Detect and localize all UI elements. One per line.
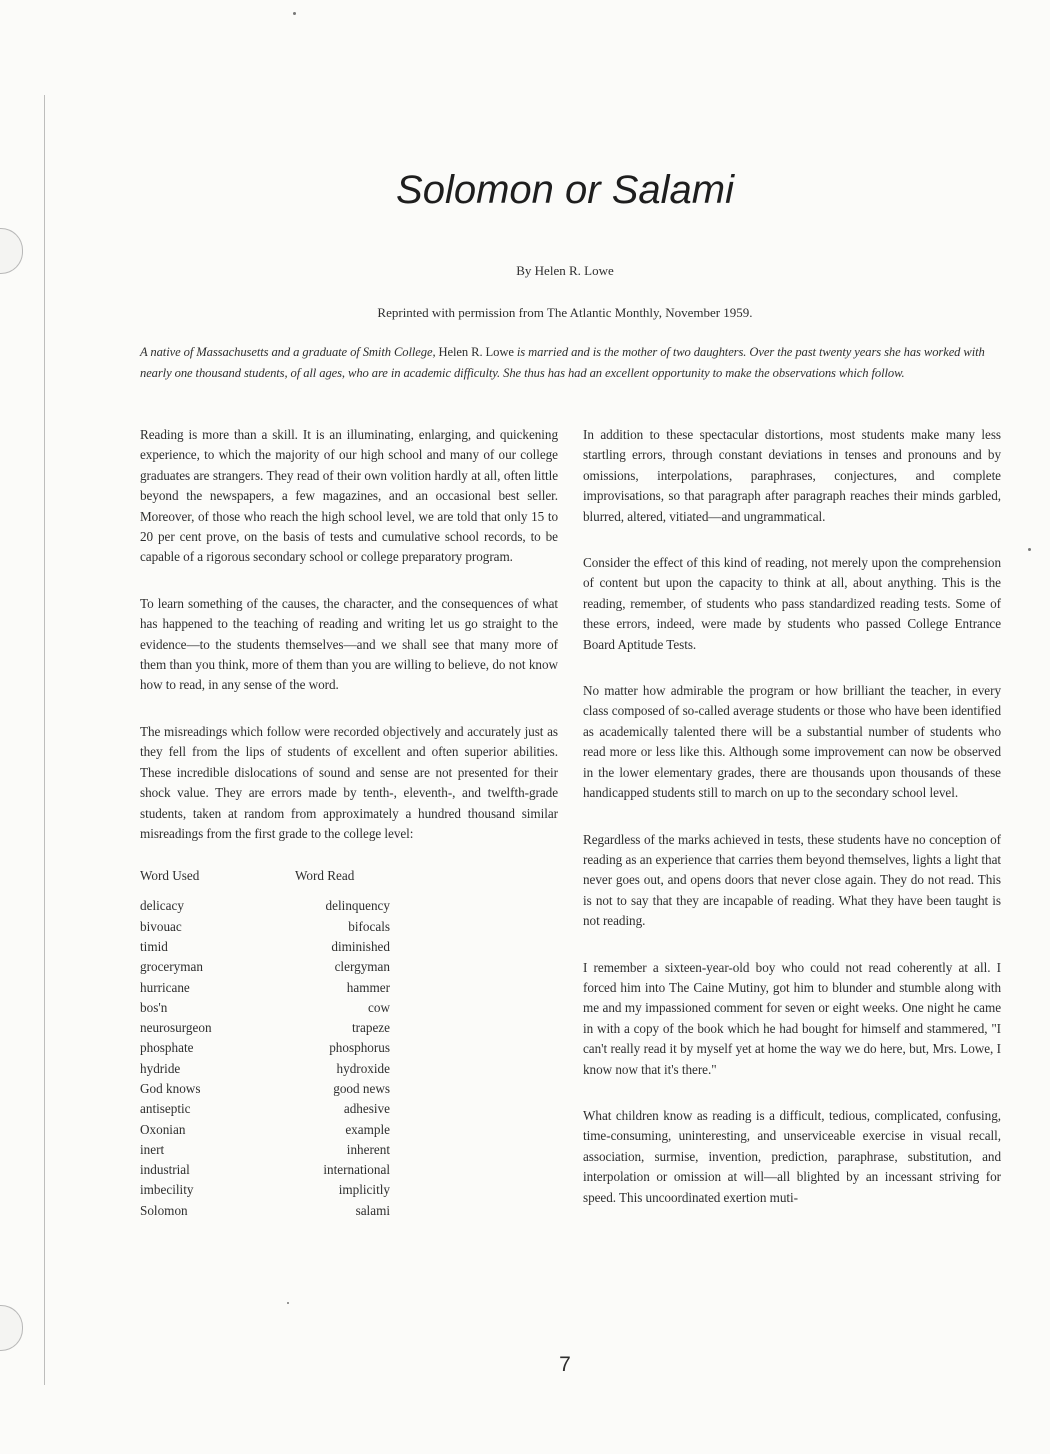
- table-row: [140, 917, 390, 937]
- word-read-cell: salami: [355, 1202, 390, 1218]
- body-paragraph: What children know as reading is a difficult, tedious, complicated, confusing, time-consuming, uninteresting, and unserviceable exercise in visual recall, association, surmise, invention, prediction, paraphrase, substitution, and interpolation or omission at will—all blighted by an incessant striving for speed. This uncoordinated exertion muti-: [583, 1107, 1001, 1205]
- body-paragraph: No matter how admirable the program or how brilliant the teacher, in every class composed of so-called average students or those who have been identified as academically talented there will be a substantial number of students who read more or less like this. Although some improvement can now be observed in the lower elementary grades, there are thousands upon thousands of these handicapped students still to march on up to the secondary school level.: [583, 683, 1001, 801]
- word-used-cell: phosphate: [140, 1040, 194, 1056]
- table-body: [140, 896, 390, 1221]
- word-read-cell: diminished: [331, 938, 390, 954]
- table-row: [140, 1038, 390, 1058]
- reprint-notice: Reprinted with permission from The Atlantic Monthly, November 1959.: [377, 305, 753, 320]
- intro-text: is married and is the mother of two daughters. Over the past twenty years she has worked with nearly one thousand students, of all ages, who are in academic difficulty. She thus has had an excellent opportunity to make the observations which follow.: [140, 345, 985, 380]
- body-paragraph: Reading is more than a skill. It is an illuminating, enlarging, and quickening experience, to which the majority of our high school and many of our college graduates are strangers. They read of their own volition hardly at all, often little beyond the newspapers, a few magazines, and an occasional best seller. Moreover, of those who reach the high school level, we are told that only 15 to 20 per cent prove, on the basis of tests and cumulative school records, to be capable of a rigorous secondary school or college preparatory program.: [140, 427, 558, 565]
- table-row: [140, 1140, 390, 1160]
- word-read-cell: trapeze: [351, 1020, 390, 1036]
- body-paragraph: Consider the effect of this kind of reading, not merely upon the comprehension of content but upon the capacity to think at all, about anything. This is the reading, remember, of students who pass standardized reading tests. Some of these errors, indeed, were made by students who passed College Entrance Board Aptitude Tests.: [583, 555, 1001, 652]
- scan-speck: [287, 1302, 289, 1304]
- word-used-cell: hydride: [140, 1060, 181, 1076]
- intro-text: A native of Massachusetts and a graduate of Smith College,: [140, 345, 439, 359]
- word-used-cell: bos'n: [140, 999, 168, 1015]
- word-read-cell: example: [345, 1121, 390, 1137]
- word-used-cell: antiseptic: [140, 1101, 191, 1117]
- word-read-cell: delinquency: [325, 898, 390, 914]
- word-used-cell: Oxonian: [140, 1121, 186, 1137]
- table-row: [140, 1160, 390, 1180]
- word-used-cell: groceryman: [140, 959, 203, 975]
- table-row: [140, 896, 390, 916]
- word-read-cell: hammer: [346, 979, 390, 995]
- misreadings-table: [140, 868, 390, 1221]
- scan-speck: [293, 12, 296, 15]
- body-paragraph: In addition to these spectacular distortions, most students make many less startling errors, through constant deviations in tenses and pronouns and by omissions, interpolations, paraphrases, conjectures, and complete improvisations, so that paragraph after paragraph reaches their minds garbled, blurred, altered, vitiated—and ungrammatical.: [583, 427, 1001, 524]
- word-used-cell: timid: [140, 938, 168, 954]
- word-used-cell: industrial: [140, 1162, 190, 1178]
- table-header: [140, 868, 390, 884]
- punch-hole: [0, 1305, 23, 1351]
- word-read-cell: cow: [368, 999, 390, 1015]
- word-read-cell: bifocals: [348, 918, 390, 934]
- table-row: [140, 1201, 390, 1221]
- header-word-used: Word Used: [140, 868, 200, 884]
- body-paragraph: Regardless of the marks achieved in tests, these students have no conception of reading as an experience that carries them beyond themselves, lights a light that never goes out, and opens doors that never close again. They do not read. This is not to say that they are incapable of reading. What they have been taught is not reading.: [583, 831, 1001, 929]
- left-column: [140, 425, 558, 1221]
- word-used-cell: Solomon: [140, 1202, 188, 1218]
- header-word-read: Word Read: [295, 868, 355, 884]
- word-used-cell: inert: [140, 1141, 165, 1157]
- table-row: [140, 1018, 390, 1038]
- table-row: [140, 937, 390, 957]
- author-intro: [140, 342, 1000, 384]
- table-row: [140, 1059, 390, 1079]
- body-paragraph: I remember a sixteen-year-old boy who could not read coherently at all. I forced him into The Caine Mutiny, got him to blunder and stumble along with me and my impassioned comment for seven or eight weeks. One night he came in with a copy of the book which he had bought for himself and stammered, "I can't really read it by myself yet at home the way we do here, but, Mrs. Lowe, I know now that it's there.": [583, 959, 1001, 1077]
- word-used-cell: hurricane: [140, 979, 190, 995]
- word-read-cell: hydroxide: [336, 1060, 390, 1076]
- table-row: [140, 1099, 390, 1119]
- word-read-cell: phosphorus: [329, 1040, 390, 1056]
- body-paragraph: To learn something of the causes, the character, and the consequences of what has happened to the teaching of reading and writing let us go straight to the evidence—to the students themselves—and we shall see that many more of them than you think, more of them than you are willing to believe, do not know how to read, in any sense of the word.: [140, 595, 558, 693]
- scan-speck: [1028, 548, 1031, 551]
- table-row: [140, 1079, 390, 1099]
- intro-author-name: Helen R. Lowe: [438, 345, 514, 359]
- word-read-cell: clergyman: [334, 959, 390, 975]
- table-row: [140, 998, 390, 1018]
- byline: By Helen R. Lowe: [516, 263, 614, 278]
- page-number: 7: [559, 1353, 571, 1376]
- word-read-cell: good news: [333, 1080, 390, 1096]
- body-paragraph: The misreadings which follow were recorded objectively and accurately just as they fell from the lips of students of excellent and often superior abilities. These incredible dislocations of sound and sense are not presented for their shock value. They are errors made by tenth-, eleventh-, and twelfth-grade students, taken at random from approximately a hundred thousand similar misreadings from the first grade to the college level:: [140, 723, 558, 841]
- word-read-cell: implicitly: [338, 1182, 390, 1198]
- word-read-cell: adhesive: [343, 1101, 390, 1117]
- word-used-cell: imbecility: [140, 1182, 194, 1198]
- word-used-cell: neurosurgeon: [140, 1020, 212, 1036]
- word-read-cell: international: [323, 1162, 390, 1178]
- word-read-cell: inherent: [346, 1141, 390, 1157]
- article-title: Solomon or Salami: [396, 168, 734, 212]
- table-row: [140, 957, 390, 977]
- table-row: [140, 1120, 390, 1140]
- table-row: [140, 978, 390, 998]
- word-used-cell: delicacy: [140, 898, 184, 914]
- binder-margin-line: [44, 95, 45, 1385]
- word-used-cell: bivouac: [140, 918, 182, 934]
- table-row: [140, 1180, 390, 1200]
- right-column: [583, 425, 1001, 1234]
- word-used-cell: God knows: [140, 1080, 201, 1096]
